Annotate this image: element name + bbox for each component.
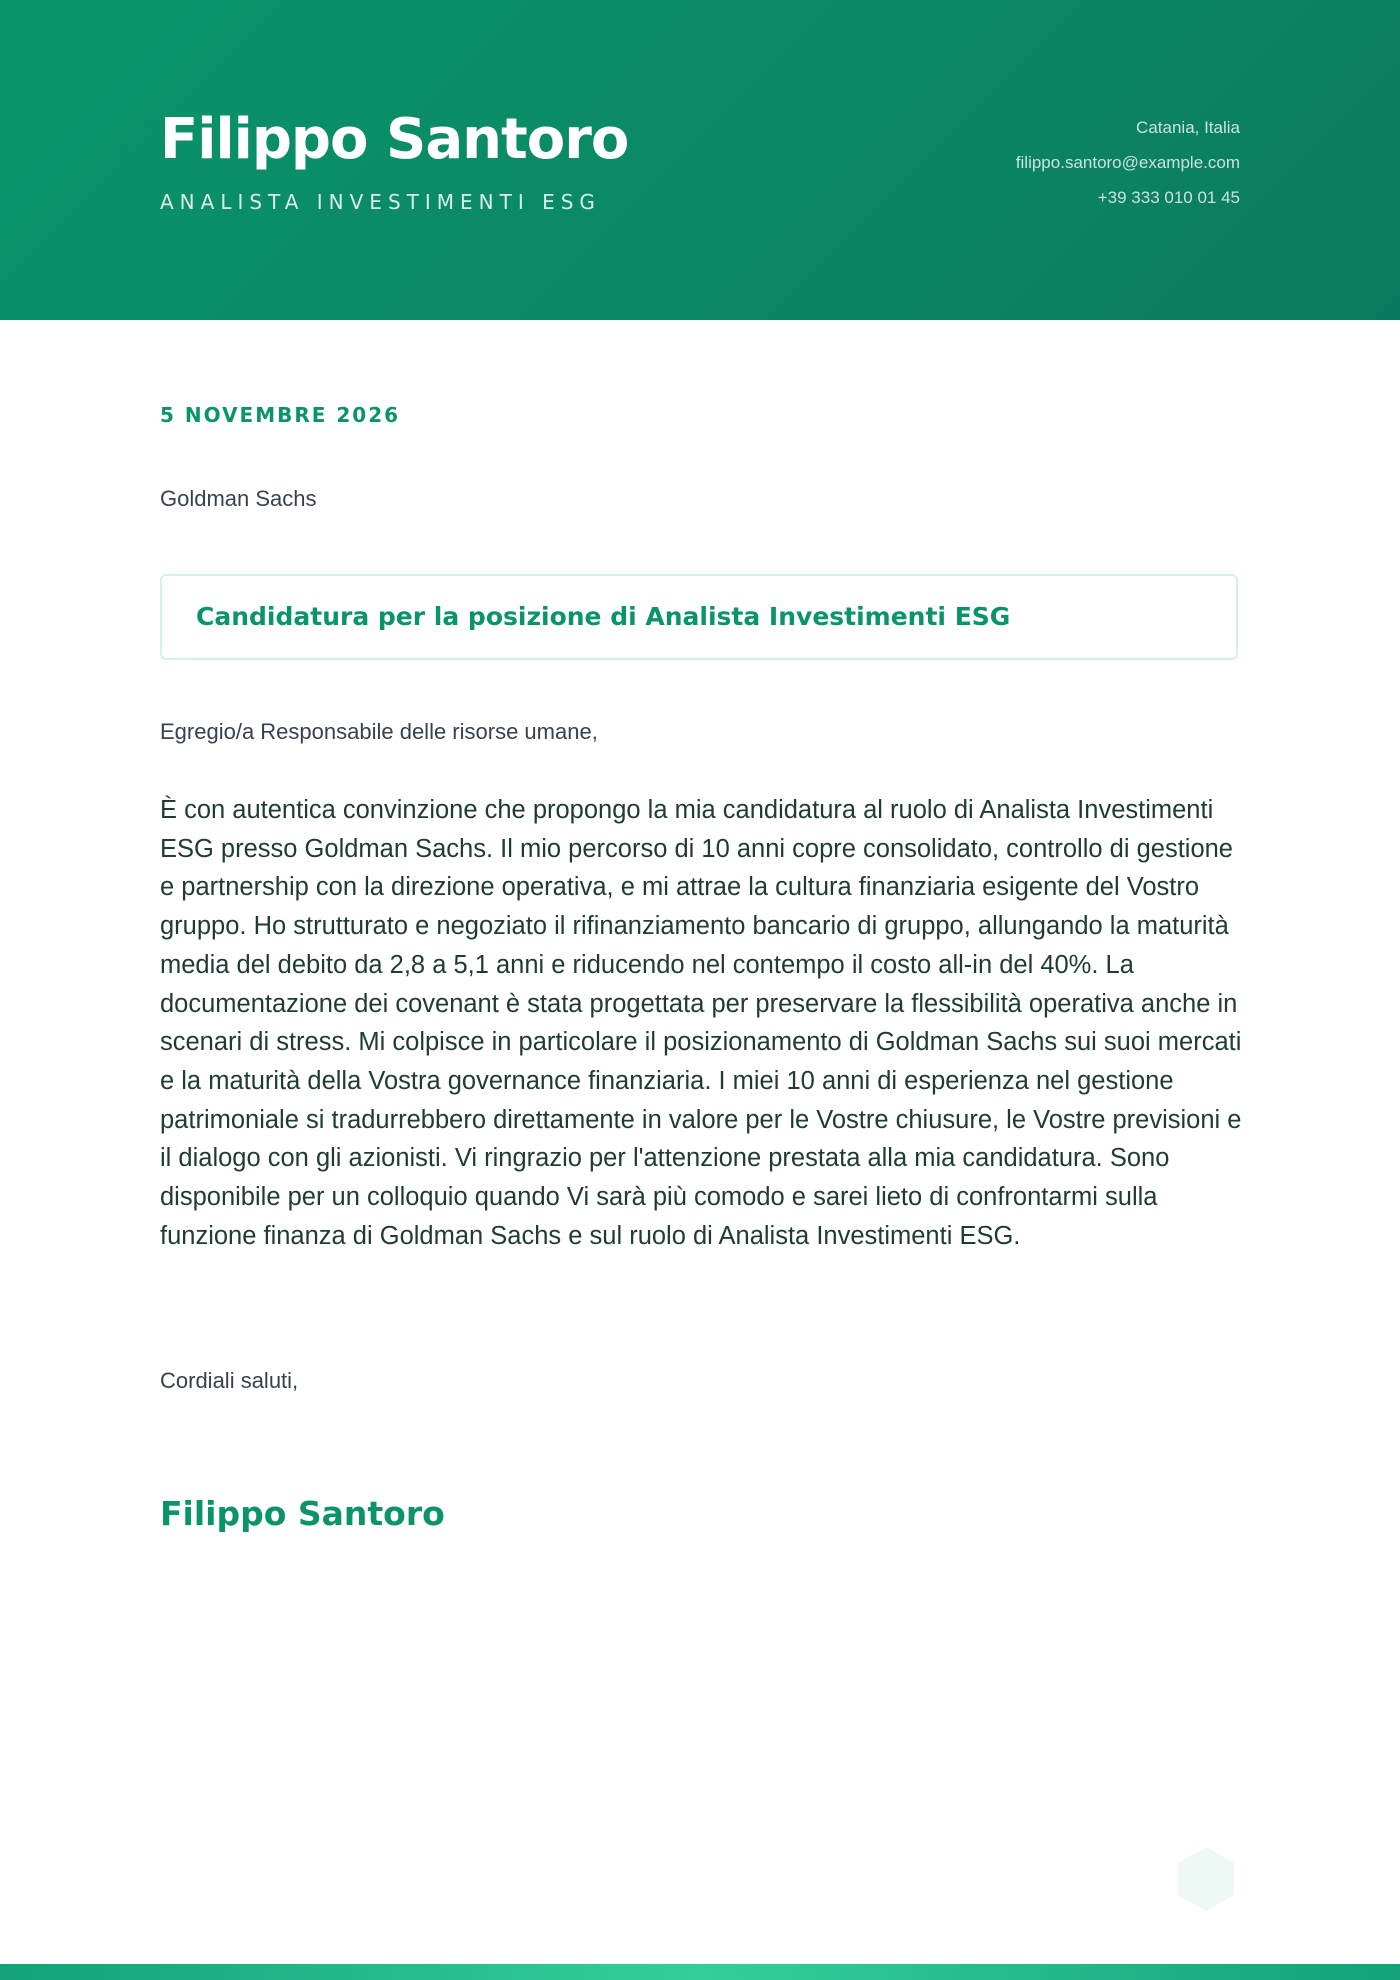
letter-body: È con autentica convinzione che propongo la mia candidatura al ruolo di Analista Investimenti ESG presso Goldman Sachs. Il mio percorso di 10 anni copre consolidato, controllo di gestione e partnership con la direzione operativa, e mi attrae la cultura finanziaria esigente del Vostro gruppo. Ho strutturato e negoziato il rifinanziamento bancario di gruppo, allungando la maturità media del debito da 2,8 a 5,1 anni e riducendo nel contempo il costo all-in del 40%. La documentazione dei covenant è stata progettata per preservare la flessibilità operativa anche in scenari di stress. Mi colpisce in particolare il posizionamento di Goldman Sachs sui suoi mercati e la maturità della Vostra governance finanziaria. I miei 10 anni di esperienza nel gestione patrimoniale si tradurrebbero direttamente in valore per le Vostre chiusure, le Vostre previsioni e il dialogo con gli azionisti. Vi ringrazio per l'attenzione prestata alla mia candidatura. Sono disponibile per un colloquio quando Vi sarà più comodo e sarei lieto di confrontarmi sulla funzione finanza di Goldman Sachs e sul ruolo di Analista Investimenti ESG. — [160, 796, 1242, 1250]
closing: Cordiali saluti, — [160, 1368, 299, 1393]
header-name: Filippo Santoro — [160, 107, 629, 172]
hexagon-icon — [1172, 1845, 1240, 1913]
subject-line: Candidatura per la posizione di Analista Investimenti ESG — [196, 602, 1011, 631]
letter-header — [0, 0, 1400, 320]
contact-email: filippo.santoro@example.com — [1015, 153, 1240, 172]
recipient: Goldman Sachs — [160, 486, 317, 511]
contact-phone: +39 333 010 01 45 — [1097, 188, 1240, 207]
signature: Filippo Santoro — [160, 1494, 445, 1533]
bottom-accent-bar — [0, 1964, 1400, 1980]
header-job-title: ANALISTA INVESTIMENTI ESG — [160, 190, 601, 214]
salutation: Egregio/a Responsabile delle risorse umane, — [160, 719, 598, 744]
letter-date: 5 NOVEMBRE 2026 — [160, 403, 401, 427]
contact-location: Catania, Italia — [1136, 118, 1240, 137]
contact-block — [1016, 110, 1240, 215]
subject-box — [160, 574, 1238, 660]
